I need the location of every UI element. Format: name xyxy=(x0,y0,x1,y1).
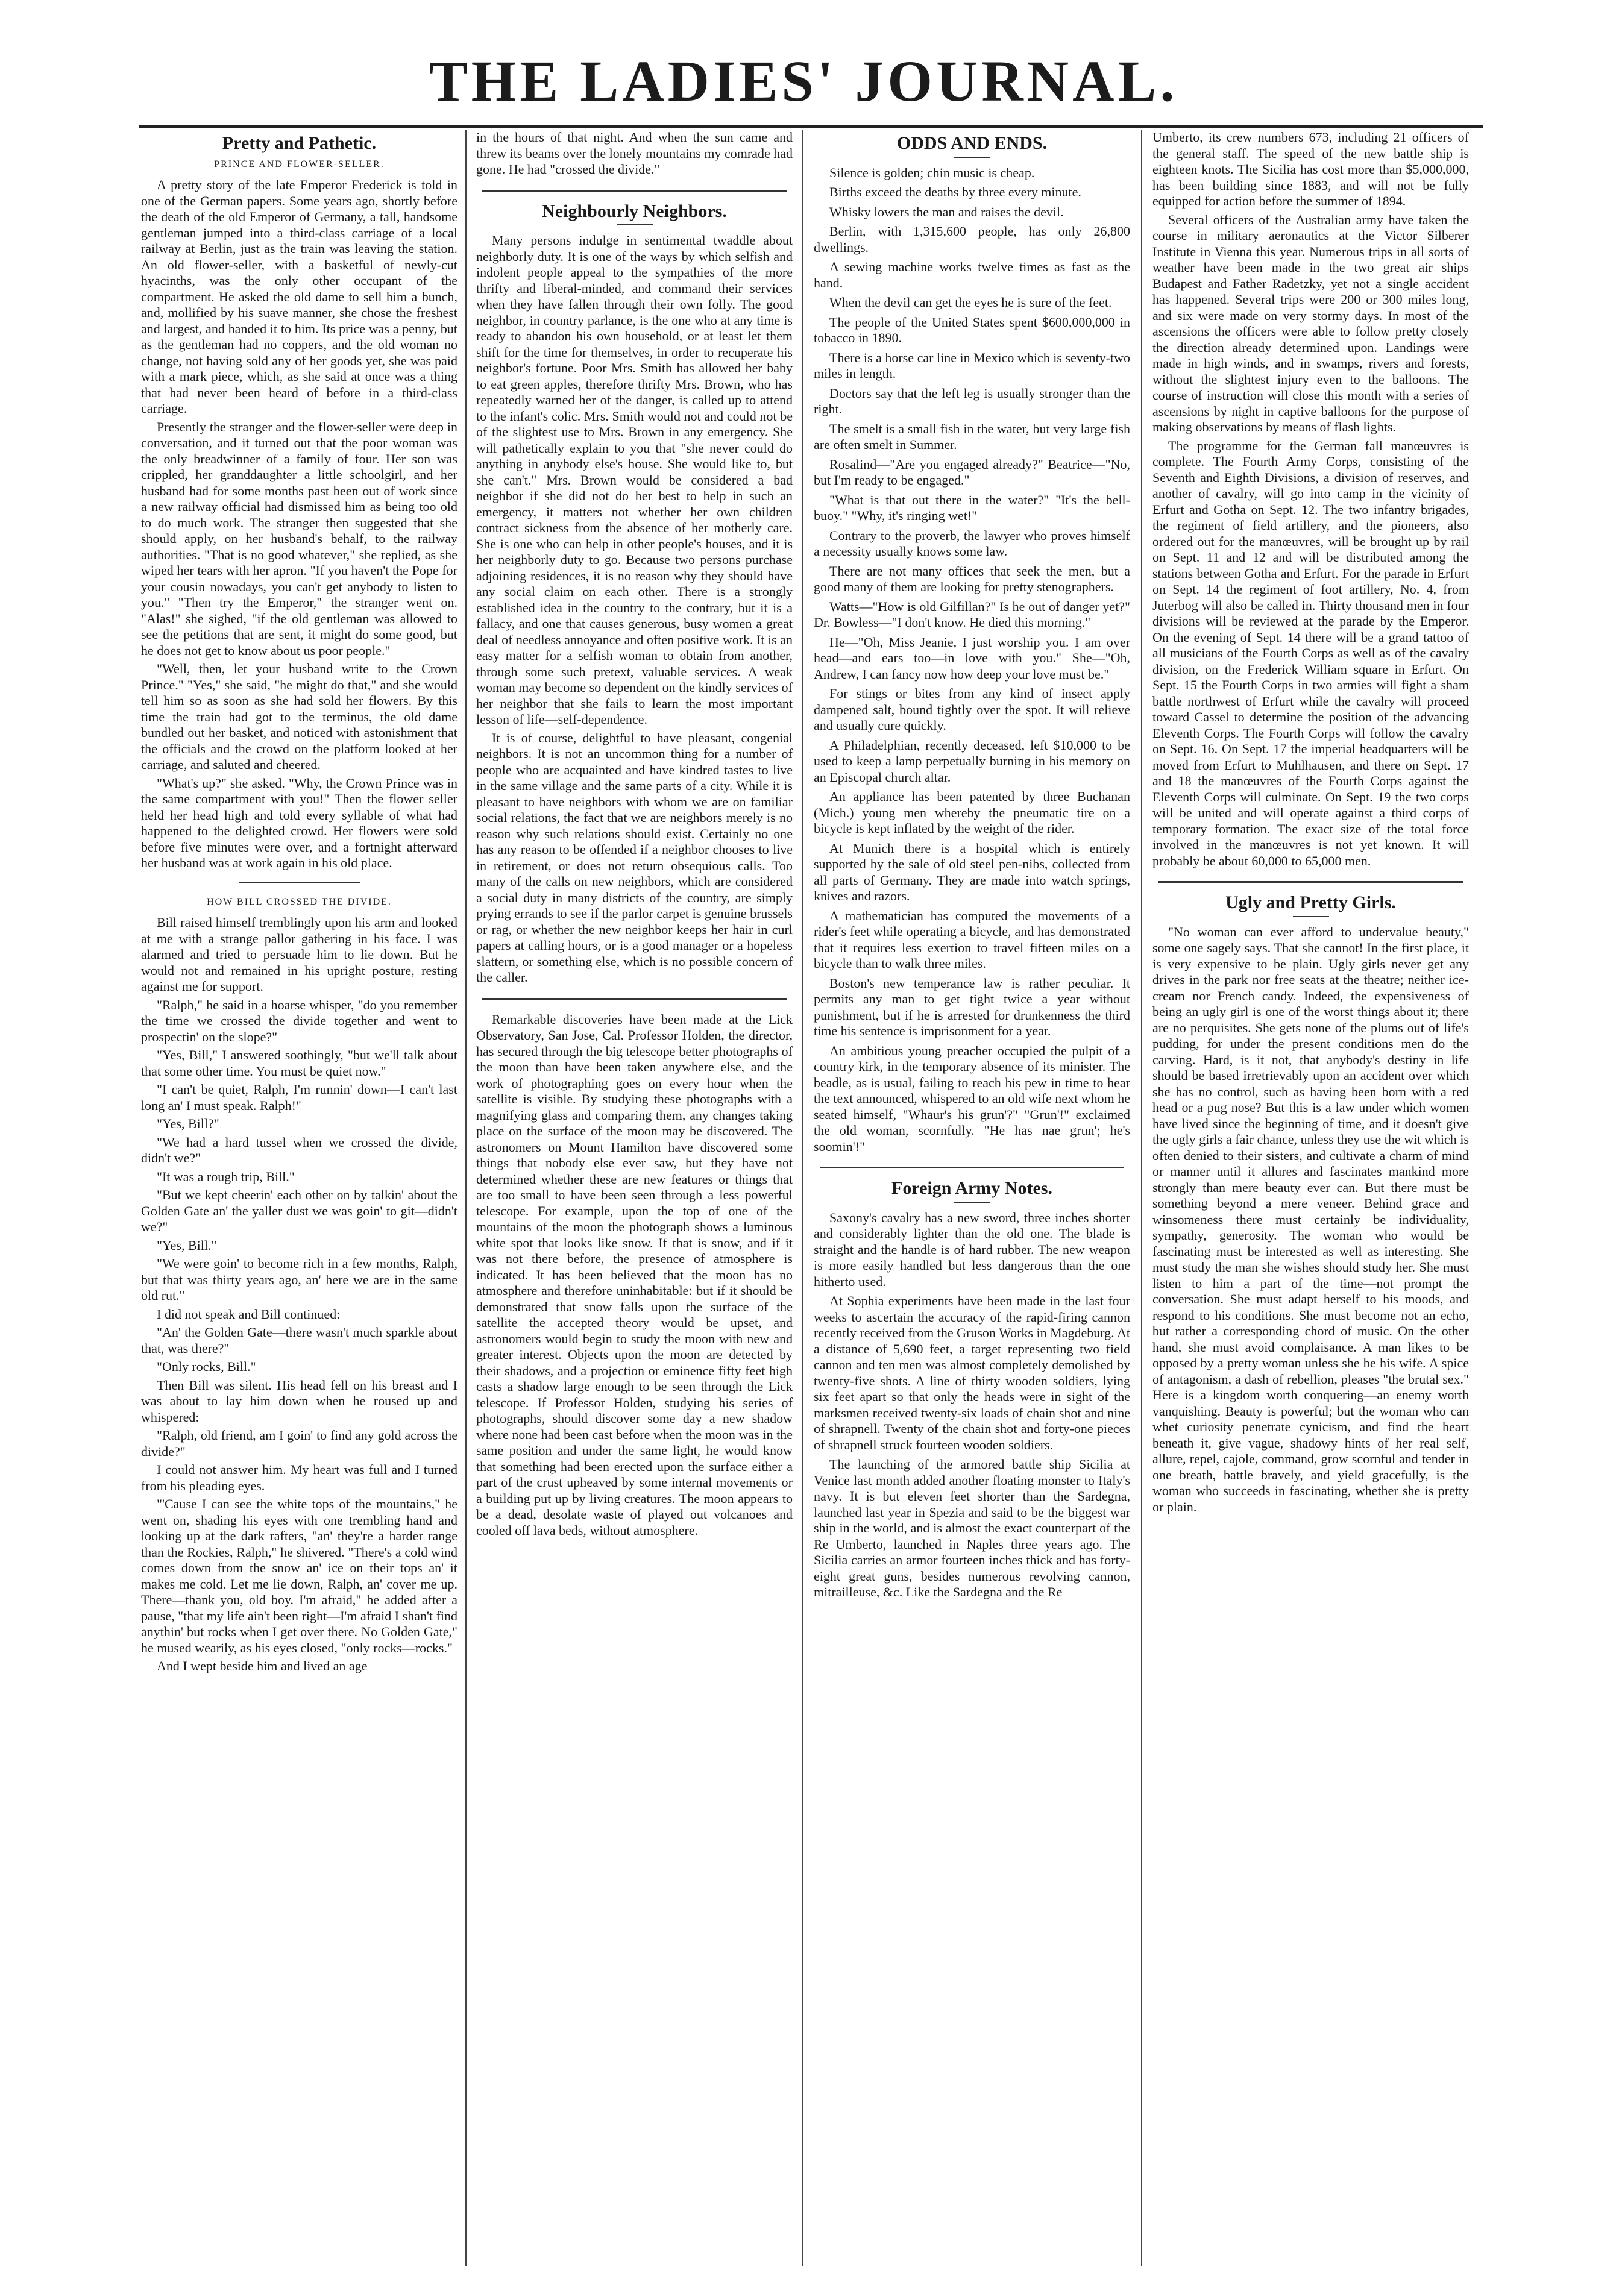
column-4 xyxy=(1152,130,1469,2266)
section-divider xyxy=(482,998,787,1000)
paragraph: Remarkable discoveries have been made at the Lick Observatory, San Jose, Cal. Professor Holden, the director, has secured through the big telescope better photographs of the moon than have been taken anywhere else, and the work of photographing goes on every hour when the satellite is visible. By studying these photographs with a magnifying glass and comparing them, any changes taking place on the surface of the moon may be discovered. The astronomers on Mount Hamilton have discovered some things that nobody else ever saw, but they have not determined whether these are new features or things that are too small to have been seen through a less powerful telescope. For example, upon the top of one of the mountains of the moon the photograph shows a luminous white spot that looks like snow. If that is snow, and if it was not there before, the presence of atmosphere is indicated. It has been believed that the moon has no atmosphere and therefore uninhabitable: but if it should be demonstrated that snow falls upon the surface of the satellite the accepted theory would be upset, and astronomers would begin to study the moon with new and greater interest. Objects upon the moon are detected by their shadows, and a projection or eminence fifty feet high casts a shadow large enough to be seen through the Lick telescope. If Professor Holden, studying his series of photographs, should discover some day a new shadow where none had been cast before when the moon was in the same position and under the same light, he would know that something had been erected upon the surface either a part of the crust upheaved by some internal movements or a building put up by living creatures. The moon appears to be a dead, desolate waste of played out volcanoes and cooled off lava beds, without atmosphere. xyxy=(476,1011,793,1538)
paragraph: "An' the Golden Gate—there wasn't much sparkle about that, was there?" xyxy=(141,1325,457,1356)
paragraph: Several officers of the Australian army have taken the course in military aeronautics at the Victor Silberer Institute in Vienna this year. Numerous trips in all sorts of weather have been made in the two great air ships Budapest and Father Radetzky, yet not a single accident has happened. Several trips were 200 or 300 miles long, and six were made on very stormy days. In most of the ascensions the officers were able to follow pretty closely the direction already determined upon. Landings were made in high winds, and in swamps, rivers and forests, without the slightest injury even to the balloons. The course of instruction will close this month with a series of ascensions by night in captive balloons for the purpose of making observations by means of flash lights. xyxy=(1152,212,1469,434)
paragraph: Silence is golden; chin music is cheap. xyxy=(829,165,1035,180)
paragraph: I did not speak and Bill continued: xyxy=(157,1306,341,1322)
paragraph: in the hours of that night. And when the sun came and threw its beams over the lonely mountains my comrade had gone. He had "crossed the divide." xyxy=(476,130,793,177)
paragraph: A sewing machine works twelve times as fast as the hand. xyxy=(814,259,1130,290)
paragraph: "Ralph, old friend, am I goin' to find any gold across the divide?" xyxy=(141,1428,457,1459)
paragraph: There is a horse car line in Mexico which is seventy-two miles in length. xyxy=(814,350,1130,381)
paragraph: "What is that out there in the water?" "It's the bell-buoy." "Why, it's ringing wet!" xyxy=(814,492,1130,523)
paragraph: For stings or bites from any kind of insect apply dampened salt, bound tightly over the spot. It will relieve and usually cure quickly. xyxy=(814,686,1130,733)
paragraph: Berlin, with 1,315,600 people, has only 26,800 dwellings. xyxy=(814,224,1130,255)
paragraph: "What's up?" she asked. "Why, the Crown Prince was in the same compartment with you!" Then the flower seller held her head high and told every syllable of what had happened to the delighted crowd. Her flowers were sold before five minutes were over, and a fortnight afterward her husband was at work again in his old place. xyxy=(141,775,457,870)
paragraph: Contrary to the proverb, the lawyer who proves himself a necessity usually knows some law. xyxy=(814,527,1130,559)
paragraph: And I wept beside him and lived an age xyxy=(157,1658,368,1673)
title-dash xyxy=(954,1202,990,1203)
paragraph: Bill raised himself tremblingly upon his arm and looked at me with a strange pallor gathering in his face. I was alarmed and tried to persuade him to lie down. But he would not and remained in his upright posture, resting against me for support. xyxy=(141,915,457,994)
paragraph: "'Cause I can see the white tops of the mountains," he went on, shading his eyes with one trembling hand and looking up at the dark rafters, "an' they're a harder range than the Rockies, Ralph," he shivered. "There's a cold wind comes down from the snow an' ice on their tops an' it makes me cold. Let me lie down, Ralph, an' cover me up. There—thank you, old boy. I'm afraid," he added after a pause, "that my life ain't been right—I'm afraid I shan't find anythin' but rocks when I get over there. No Golden Gate," he mused wearily, as his eyes closed, "only rocks—rocks." xyxy=(141,1496,457,1655)
column-2 xyxy=(476,130,793,2266)
title-dash xyxy=(954,157,990,158)
paragraph: Umberto, its crew numbers 673, including 21 officers of the general staff. The speed of the new battle ship is eighteen knots. The Sicilia has cost more than $5,000,000, has been building since 1883, and will not be fully equipped for action before the summer of 1894. xyxy=(1152,130,1469,209)
paragraph: Many persons indulge in sentimental twaddle about neighborly duty. It is one of the ways by which selfish and indolent people appeal to the sympathies of the more thrifty and liberal-minded, and command their services when they have fallen through their own folly. The good neighbor, in country parlance, is the one who at any time is ready to abandon his own household, or at least let them shift for the time for themselves, in order to recuperate his neighbor's fortune. Poor Mrs. Smith has allowed her baby to eat green apples, therefore thrifty Mrs. Brown, who has repeatedly warned her of the danger, is called up to attend to the infant's colic. Mrs. Smith would not and could not be of the slightest use to Mrs. Brown in any emergency. She will pathetically explain to you that "she never could do anything in anybody else's house. She would like to, but she can't." Mrs. Brown would be considered a bad neighbor if she did not do her best to help in such an emergency, it matters not whether her own children contract sickness from the absence of her motherly care. She is one who can help in other people's houses, and it is her neighborly duty to go. Because two persons purchase adjoining residences, it is no reason why they should have any social claim on each other. There is a strongly established idea in the country to the contrary, but it is a fallacy, and one that causes generous, busy women a great deal of needless annoyance and often positive work. It is an easy matter for a selfish woman to obtain from another, through some such pretext, valuable services. A weak woman may become so dependent on the kindly services of her neighbor that she fails to learn the most important lesson of life—self-dependence. xyxy=(476,233,793,727)
paragraph: A mathematician has computed the movements of a rider's feet while operating a bicycle, and has demonstrated that it requires less exertion to travel fifteen miles on a bicycle than to walk three miles. xyxy=(814,908,1130,971)
paragraph: A Philadelphian, recently deceased, left $10,000 to be used to keep a lamp perpetually burning in his memory on an Episcopal church altar. xyxy=(814,737,1130,785)
paragraph: "Yes, Bill." xyxy=(157,1237,217,1253)
article-title: Ugly and Pretty Girls. xyxy=(1225,892,1396,912)
paragraph: Then Bill was silent. His head fell on his breast and I was about to lay him down when he roused up and whispered: xyxy=(141,1377,457,1425)
section-divider xyxy=(1158,881,1463,883)
paragraph: Presently the stranger and the flower-seller were deep in conversation, and it turned out that the poor woman was the only breadwinner of a family of four. Her son was crippled, her granddaughter a little schoolgirl, and her husband had for some months past been out of work since a new railway official had dismissed him as being too old to do much work. The stranger then suggested that she should apply, on her husband's behalf, to the railway authorities. "That is no good whatever," she replied, as she wiped her tears with her apron. "If you haven't the Pope for your cousin nowadays, you can't get anybody to listen to you." "Then try the Emperor," the stranger went on. "Alas!" she sighed, "if the old gentleman was allowed to see the petitions that are sent, it might do some good, but he does not get to know about us poor people." xyxy=(141,419,457,658)
paragraph: It is of course, delightful to have pleasant, congenial neighbors. It is not an uncommon thing for a number of people who are acquainted and have kindred tastes to live in the same village and the same parts of a city. While it is pleasant to have neighbors with whom we are on familiar social relations, the fact that we are neighbors merely is no reason why such relations should exist. Certainly no one has any reason to be offended if a neighbor chooses to live in retirement, or does not return obsequious calls. Too many of the calls on new neighbors, which are considered a social duty in many districts of the country, are simply prying errands to see if the parlor carpet is genuine brussels or rag, or whether the new neighbor keeps her hair in curl papers at calling hours, or is a good manager or a hopeless slattern, or something else, which is no possible concern of the caller. xyxy=(476,730,793,985)
paragraph: When the devil can get the eyes he is sure of the feet. xyxy=(829,295,1112,310)
paragraph: Watts—"How is old Gilfillan?" Is he out of danger yet?" Dr. Bowless—"I don't know. He died this morning." xyxy=(814,598,1130,630)
column-3 xyxy=(814,130,1130,2266)
article-title: Pretty and Pathetic. xyxy=(222,133,377,153)
article-title: Neighbourly Neighbors. xyxy=(542,201,727,221)
paragraph: "Only rocks, Bill." xyxy=(157,1359,256,1374)
paragraph: "I can't be quiet, Ralph, I'm runnin' down—I can't last long an' I must speak. Ralph!" xyxy=(141,1082,457,1113)
article-title: ODDS AND ENDS. xyxy=(896,133,1048,153)
paragraph: Rosalind—"Are you engaged already?" Beatrice—"No, but I'm ready to be engaged." xyxy=(814,456,1130,488)
section-divider xyxy=(239,882,360,883)
paragraph: An ambitious young preacher occupied the pulpit of a country kirk, in the temporary absence of its minister. The beadle, as is usual, failing to reach his pew in time to hear the text announced, whispered to an old wife next whom he seated himself, "Whaur's his grun'?" "Grun'!" exclaimed the old woman, scornfully. "He has nae grun'; he's soomin'!" xyxy=(814,1043,1130,1154)
paragraph: Doctors say that the left leg is usually stronger than the right. xyxy=(814,385,1130,416)
paragraph: At Munich there is a hospital which is entirely supported by the sale of old steel pen-nibs, collected from all parts of Germany. They are made into watch springs, knives and razors. xyxy=(814,840,1130,903)
paragraph: "Ralph," he said in a hoarse whisper, "do you remember the time we crossed the divide together and went to prospectin' on the slope?" xyxy=(141,997,457,1044)
paragraph: "It was a rough trip, Bill." xyxy=(157,1168,295,1184)
section-divider xyxy=(820,1167,1124,1168)
article-subtitle: HOW BILL CROSSED THE DIVIDE. xyxy=(207,896,392,907)
title-dash xyxy=(617,224,653,225)
paragraph: "No woman can ever afford to undervalue beauty," some one sagely says. That she cannot! In the first place, it is very expensive to be plain. Ugly girls never get any drives in the park nor free seats at the theatre; neither ice-cream nor French candy. Indeed, the expensiveness of being an ugly girl is one of the worst things about it; there are no perquisites. She gets none of the plums out of life's pudding, for under the present conditions men do the carving. Hard, is it not, that anybody's destiny in life should be based irretrievably upon an accident over which she has no control, such as having been born with a red head or a pug nose? But this is a law under which women have lived since the beginning of time, and it doesn't give the ugly girls a fair chance, unless they use the wit which is often denied to their sisters, and cultivate a charm of mind or manner until it allures and fascinates mankind more strongly than mere beauty ever can. But there must be something beyond a mere veneer. Behind grace and winsomeness there must certainly be individuality, sympathy, generosity. The woman who would be fascinating must be interested as well as interesting. She must study the man she wishes should study her. She must listen to him a part of the time—not prompt the conversation. She must adapt herself to his moods, and respond to his conditions. She must become not an echo, but rather a corresponding chord of music. On the other hand, she must avoid complaisance. A man likes to be opposed by a pretty woman unless she be his wife. A spice of antagonism, a dash of rebellion, pleases "the brutal sex." Here is a kingdom worth conquering—an enemy worth vanquishing. Beauty is powerful; but the woman who can whet curiosity penetrate cynicism, and find the heart beneath it, give vague, shadowy hints of her real self, allure, repel, cajole, command, grow scornful and tender in one breath, battle bravely, and yield gracefully, is the woman who succeeds in fascinating, whether she is pretty or plain. xyxy=(1152,924,1469,1514)
paragraph: There are not many offices that seek the men, but a good many of them are looking for pretty stenographers. xyxy=(814,563,1130,594)
column-1 xyxy=(141,130,457,2266)
masthead-rule xyxy=(139,125,1483,128)
title-dash xyxy=(1293,916,1329,917)
paragraph: "Yes, Bill," I answered soothingly, "but we'll talk about that some other time. You must be quiet now." xyxy=(141,1047,457,1079)
section-divider xyxy=(482,190,787,192)
column-divider xyxy=(802,130,803,2266)
paragraph: "Well, then, let your husband write to the Crown Prince." "Yes," she said, "he might do that," and she would tell him so as soon as she had sold her flowers. By this time the train had got to the terminus, the old dame bundled out her basket, and noticed with astonishment that the officials and the crowd on the platform looked at her carriage, and saluted and cheered. xyxy=(141,661,457,772)
column-divider xyxy=(1141,130,1142,2266)
article-subtitle: PRINCE AND FLOWER-SELLER. xyxy=(214,158,385,169)
paragraph: I could not answer him. My heart was full and I turned from his pleading eyes. xyxy=(141,1462,457,1493)
paragraph: The launching of the armored battle ship Sicilia at Venice last month added another floating monster to Italy's navy. It is but eleven feet shorter than the Sardegna, launched last year in Spezia and said to be the biggest war ship in the world, and is almost the exact counterpart of the Re Umberto, launched in Naples three years ago. The Sicilia carries an armor fourteen inches thick and has forty-eight great guns, besides numerous revolving cannon, mitrailleuse, &c. Like the Sardegna and the Re xyxy=(814,1457,1130,1599)
paragraph: The programme for the German fall manœuvres is complete. The Fourth Army Corps, consisting of the Seventh and Eighth Divisions, a division of reserves, and another of cavalry, will go into camp in the vicinity of Erfurt and Gotha on Sept. 12. The two infantry brigades, the regiment of field artillery, and the pioneers, also ordered out for the manœuvres, will be brought up by rail on Sept. 11 and 12 and will be distributed among the stations between Gotha and Erfurt. For the parade in Erfurt on Sept. 14 the regiment of foot artillery, No. 4, from Juterbog will also be called in. Thirty thousand men in four divisions will be reviewed at the parade by the Emperor. On the evening of Sept. 14 there will be a grand tattoo of all musicians of the Fourth Corps as well as of the cavalry division, on the Frederick William square in Erfurt. On Sept. 15 the Fourth Corps in two armies will fight a sham battle northwest of Erfurt while the cavalry will proceed toward Cassel to determine the position of the advancing Eleventh Corps. The Fourth Corps will follow the cavalry on Sept. 16. On Sept. 17 the imperial headquarters will be moved from Erfurt to Muhlhausen, and there on Sept. 17 and 18 the manœuvres of the Fourth Corps against the Eleventh Corps will culminate. On Sept. 19 the two corps will be united and will operate against a third corps of temporary formation. The exact size of the total force involved in the manœuvres is not yet known. It will probably be about 60,000 to 65,000 men. xyxy=(1152,438,1469,868)
paragraph: A pretty story of the late Emperor Frederick is told in one of the German papers. Some years ago, shortly before the death of the old Emperor of Germany, a tall, handsome gentleman jumped into a third-class carriage of a local railway at Berlin, just as the train was leaving the station. An old flower-seller, with a basketful of newly-cut hyacinths, was the only other occupant of the compartment. He asked the old dame to sell him a bunch, and, mollified by his suave manner, she chose the freshest and largest, and handed it to him. Its price was a penny, but as the gentleman had no coppers, and the old woman no change, not having sold any of her goods yet, she was paid with a mark piece, which, as she said at once was a thing that had never been heard of before in a third-class carriage. xyxy=(141,177,457,416)
article-title: Foreign Army Notes. xyxy=(891,1178,1052,1198)
paragraph: "We had a hard tussel when we crossed the divide, didn't we?" xyxy=(141,1134,457,1165)
paragraph: "But we kept cheerin' each other on by talkin' about the Golden Gate an' the yaller dust we was goin' to git—didn't we?" xyxy=(141,1187,457,1234)
paragraph: Saxony's cavalry has a new sword, three inches shorter and considerably lighter than the old one. The blade is straight and the handle is of hard rubber. The new weapon is more easily handled but less dangerous than the one hitherto used. xyxy=(814,1209,1130,1289)
paragraph: Births exceed the deaths by three every minute. xyxy=(829,184,1081,199)
paragraph: Whisky lowers the man and raises the devil. xyxy=(829,204,1064,219)
masthead-title: THE LADIES' JOURNAL. xyxy=(429,49,1178,113)
column-divider xyxy=(465,130,467,2266)
paragraph: "Yes, Bill?" xyxy=(157,1116,219,1131)
paragraph: The smelt is a small fish in the water, but very large fish are often smelt in Summer. xyxy=(814,421,1130,452)
paragraph: He—"Oh, Miss Jeanie, I just worship you. I am over head—and ears too—in love with you." She—"Oh, Andrew, I can fancy now how deep your love must be." xyxy=(814,634,1130,682)
paragraph: An appliance has been patented by three Buchanan (Mich.) young men whereby the pneumatic tire on a bicycle is kept inflated by the weight of the rider. xyxy=(814,789,1130,836)
paragraph: Boston's new temperance law is rather peculiar. It permits any man to get tight twice a year without punishment, but if he is arrested for drunkenness the third time his sentence is imprisonment for a year. xyxy=(814,975,1130,1038)
paragraph: "We were goin' to become rich in a few months, Ralph, but that was thirty years ago, an' here we are in the same old rut." xyxy=(141,1256,457,1303)
paragraph: At Sophia experiments have been made in the last four weeks to ascertain the accuracy of the rapid-firing cannon recently received from the Gruson Works in Magdeburg. At a distance of 5,690 feet, a target representing two field cannon and ten men was almost completely demolished by twenty-five shots. A line of thirty wooden soldiers, lying six feet apart so that only the heads were in sight of the marksmen received twenty-six loads of chain shot and nine of shrapnell. Twenty of the chain shot and forty-one pieces of shrapnell struck fourteen wooden soldiers. xyxy=(814,1293,1130,1452)
paragraph: The people of the United States spent $600,000,000 in tobacco in 1890. xyxy=(814,314,1130,345)
